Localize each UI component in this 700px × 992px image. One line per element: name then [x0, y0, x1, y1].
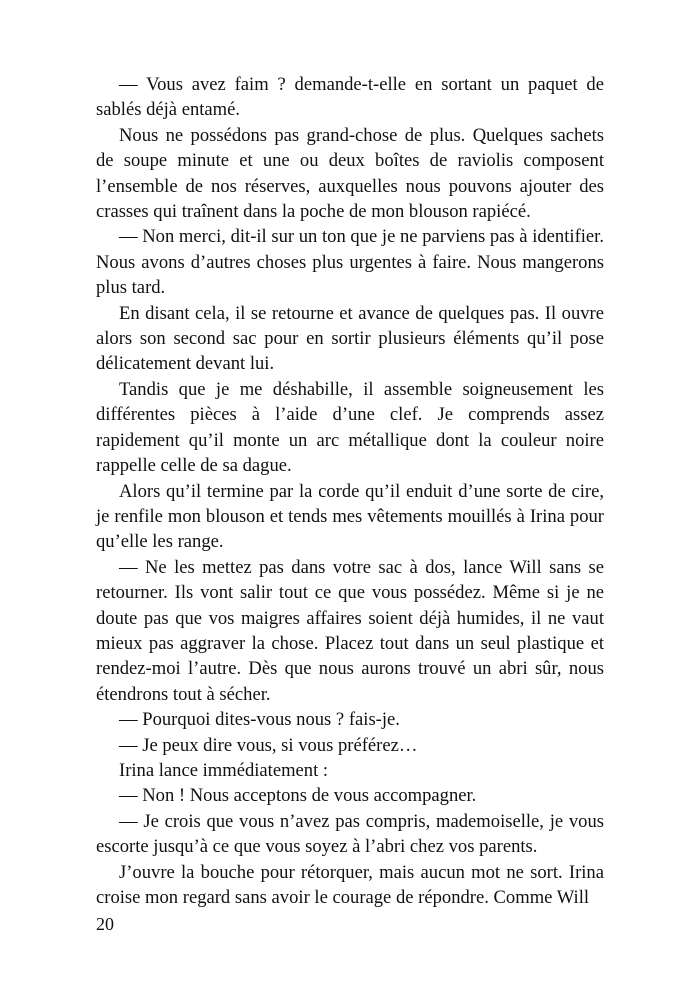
paragraph: Nous ne possédons pas grand-chose de plus. Quelques sachets de soupe minute et une ou deux boîtes de raviolis composent l’ensemble de nos réserves, auxquelles nous pouvons ajouter des crasses qui traînent dans la poche de mon blouson rapiécé.: [96, 124, 604, 223]
paragraph: Alors qu’il termine par la corde qu’il enduit d’une sorte de cire, je renfile mon blouson et tends mes vêtements mouillés à Irina pour qu’elle les range.: [96, 480, 604, 553]
paragraph: Tandis que je me déshabille, il assemble soigneusement les différentes pièces à l’aide d’une clef. Je comprends assez rapidement qu’il monte un arc métallique dont la couleur noire rappelle celle de sa dague.: [96, 378, 604, 477]
paragraph: J’ouvre la bouche pour rétorquer, mais aucun mot ne sort. Irina croise mon regard sans avoir le courage de répondre. Comme Will: [96, 861, 604, 908]
paragraph: Irina lance immédiatement :: [119, 759, 329, 781]
paragraph: — Pourquoi dites-vous nous ? fais-je.: [119, 709, 400, 731]
paragraph: — Je crois que vous n’avez pas compris, mademoiselle, je vous escorte jusqu’à ce que vous soyez à l’abri chez vos parents.: [96, 810, 604, 858]
paragraph: — Je peux dire vous, si vous préférez…: [119, 734, 418, 756]
paragraph: — Non ! Nous acceptons de vous accompagner.: [119, 785, 477, 807]
body-text: [96, 72, 604, 910]
paragraph: — Vous avez faim ? demande-t-elle en sortant un paquet de sablés déjà entamé.: [96, 74, 604, 121]
paragraph: — Non merci, dit-il sur un ton que je ne parviens pas à identifier. Nous avons d’autres choses plus urgentes à faire. Nous mangerons plus tard.: [96, 226, 604, 299]
paragraph: En disant cela, il se retourne et avance de quelques pas. Il ouvre alors son second sac pour en sortir plusieurs éléments qu’il pose délicatement devant lui.: [96, 302, 604, 375]
page-number: 20: [96, 914, 114, 934]
paragraph: — Ne les mettez pas dans votre sac à dos, lance Will sans se retourner. Ils vont salir tout ce que vous possédez. Même si je ne doute pas que vos maigres affaires soient déjà humides, il ne vaut mieux pas aggraver la chose. Placez tout dans un seul plastique et rendez-moi l’autre. Dès que nous aurons trouvé un abri sûr, nous étendrons tout à sécher.: [96, 556, 604, 705]
